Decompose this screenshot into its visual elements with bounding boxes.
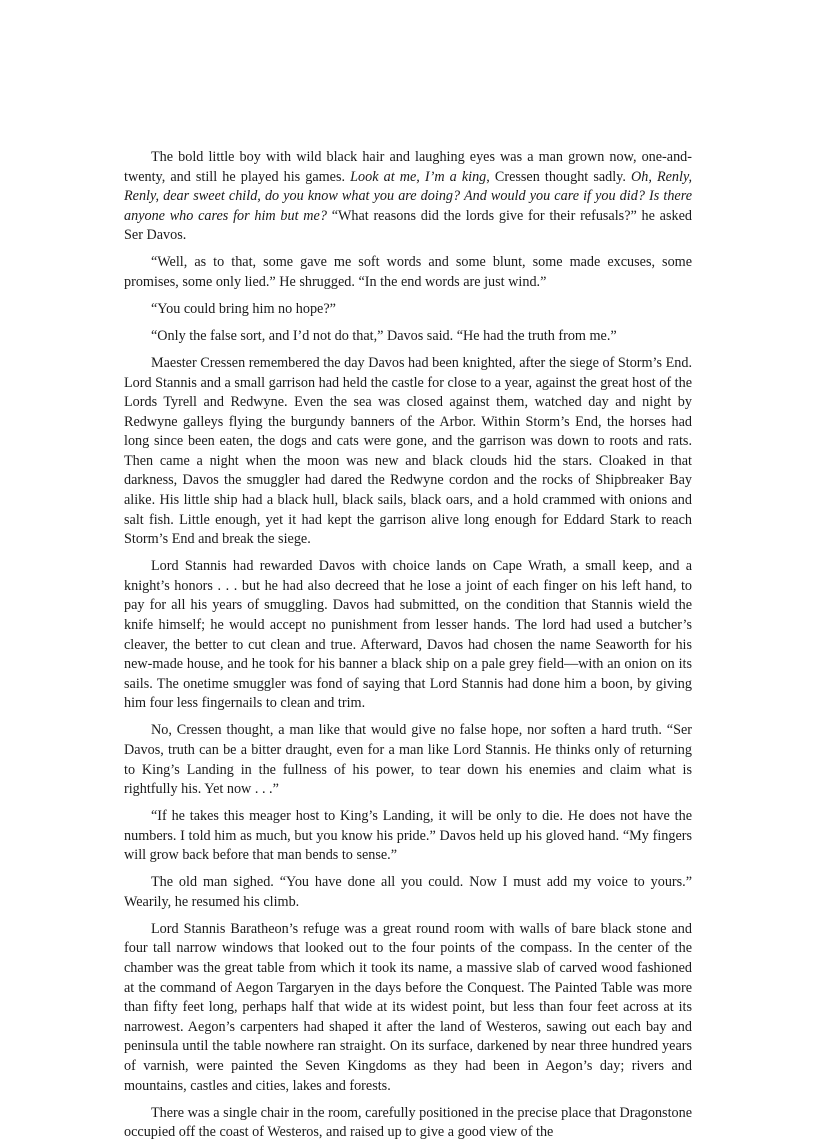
italic-thought-text: Look at me, I’m a king <box>350 168 487 185</box>
paragraph <box>124 1104 692 1143</box>
paragraph <box>124 557 692 714</box>
paragraph-text: “Only the false sort, and I’d not do that,” Davos said. “He had the truth from me.” <box>151 327 617 344</box>
paragraph <box>124 721 692 799</box>
paragraph <box>124 920 692 1096</box>
paragraph-text: “What reasons did the lords give for their refusals?” he asked Ser Davos. <box>124 207 692 244</box>
paragraph-text: There was a single chair in the room, carefully positioned in the precise place that Dragonstone occupied off the coast of Westeros, and raised up to give a good view of the <box>124 1104 692 1141</box>
paragraph <box>124 807 692 866</box>
paragraph-text: The old man sighed. “You have done all you could. Now I must add my voice to yours.” Wearily, he resumed his climb. <box>124 874 692 910</box>
book-page-text <box>124 148 692 1143</box>
paragraph-text: Lord Stannis had rewarded Davos with choice lands on Cape Wrath, a small keep, and a knight’s honors . . . but he had also decreed that he lose a joint of each finger on his left hand, to pay for all his years of smuggling. Davos had submitted, on the condition that Stannis wield the knife himself; he would accept no punishment from lesser hands. The lord had used a butcher’s cleaver, the better to cut clean and true. Afterward, Davos had chosen the name Seaworth for his new-made house, and he took for his banner a black ship on a pale grey field—with an onion on its sails. The onetime smuggler was fond of saying that Lord Stannis had done him a boon, by giving him four less fingernails to clean and trim. <box>124 558 692 712</box>
paragraph-text: “Well, as to that, some gave me soft words and some blunt, some made excuses, some promises, some only lied.” He shrugged. “In the end words are just wind.” <box>124 254 692 290</box>
paragraph-text: Lord Stannis Baratheon’s refuge was a great round room with walls of bare black stone and four tall narrow windows that looked out to the four points of the compass. In the center of the chamber was the great table from which it took its name, a massive slab of carved wood fashioned at the command of Aegon Targaryen in the days before the Conquest. The Painted Table was more than fifty feet long, perhaps half that wide at its widest point, but less than four feet across at its narrowest. Aegon’s carpenters had shaped it after the land of Westeros, sawing out each bay and peninsula until the table nowhere ran straight. On its surface, darkened by near three hundred years of varnish, were painted the Seven Kingdoms as they had been in Aegon’s day; rivers and mountains, castles and cities, lakes and forests. <box>124 920 692 1094</box>
italic-thought-text: Oh, Renly, Renly, dear sweet child, do you know what you are doing? And would you care if you did? Is there anyone who cares for him but me? <box>124 168 693 224</box>
paragraph <box>124 873 692 912</box>
paragraph <box>124 300 692 320</box>
paragraph-text: “If he takes this meager host to King’s Landing, it will be only to die. He does not have the numbers. I told him as much, but you know his pride.” Davos held up his gloved hand. “My fingers will grow back before that man bends to sense.” <box>124 808 692 864</box>
paragraph <box>124 327 692 347</box>
paragraph-text: , Cressen thought sadly. <box>486 168 631 185</box>
paragraph-text: No, Cressen thought, a man like that would give no false hope, nor soften a hard truth. “Ser Davos, truth can be a bitter draught, even for a man like Lord Stannis. He thinks only of returning to King’s Landing in the fullness of his power, to tear down his enemies and claim what is rightfully his. Yet now . . .” <box>124 722 692 798</box>
paragraph-text: Maester Cressen remembered the day Davos had been knighted, after the siege of Storm’s End. Lord Stannis and a small garrison had held the castle for close to a year, against the great host of the Lords Tyrell and Redwyne. Even the sea was closed against them, watched day and night by Redwyne galleys flying the burgundy banners of the Arbor. Within Storm’s End, the horses had long since been eaten, the dogs and cats were gone, and the garrison was down to roots and rats. Then came a night when the moon was new and black clouds hid the stars. Cloaked in that darkness, Davos the smuggler had dared the Redwyne cordon and the rocks of Shipbreaker Bay alike. His little ship had a black hull, black sails, black oars, and a hold crammed with onions and salt fish. Little enough, yet it had kept the garrison alive long enough for Eddard Stark to reach Storm’s End and break the siege. <box>124 354 692 548</box>
paragraph <box>124 253 692 292</box>
paragraph-text: The bold little boy with wild black hair and laughing eyes was a man grown now, one-and-twenty, and still he played his games. <box>124 149 692 185</box>
paragraph-text: “You could bring him no hope?” <box>151 300 336 317</box>
paragraph <box>124 148 692 246</box>
paragraph <box>124 354 692 550</box>
